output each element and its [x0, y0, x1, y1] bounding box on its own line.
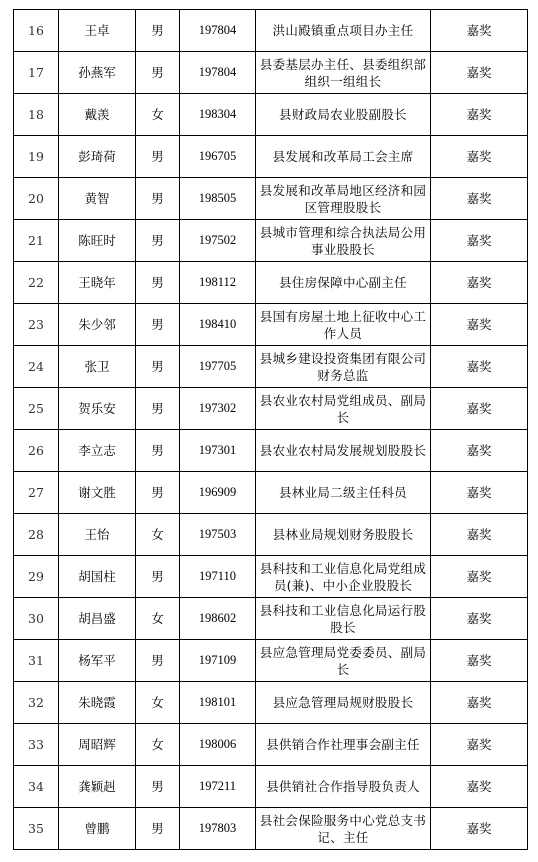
award-cell: 嘉奖: [431, 220, 528, 262]
person-name: 张卫: [59, 346, 136, 388]
gender-cell: 男: [136, 556, 180, 598]
row-number: 24: [14, 346, 59, 388]
row-number: 27: [14, 472, 59, 514]
position-cell: 县城乡建设投资集团有限公司财务总监: [256, 346, 431, 388]
row-number: 21: [14, 220, 59, 262]
row-number: 20: [14, 178, 59, 220]
table-body: [14, 10, 528, 850]
person-name: 王怡: [59, 514, 136, 556]
person-name: 彭琦荷: [59, 136, 136, 178]
award-cell: 嘉奖: [431, 178, 528, 220]
position-cell: 县城市管理和综合执法局公用事业股股长: [256, 220, 431, 262]
award-cell: 嘉奖: [431, 262, 528, 304]
table-row: [14, 220, 528, 262]
table-row: [14, 598, 528, 640]
birth-date-cell: 197211: [180, 766, 256, 808]
row-number: 34: [14, 766, 59, 808]
row-number: 31: [14, 640, 59, 682]
row-number: 28: [14, 514, 59, 556]
award-cell: 嘉奖: [431, 388, 528, 430]
birth-date-cell: 196909: [180, 472, 256, 514]
gender-cell: 男: [136, 178, 180, 220]
row-number: 35: [14, 808, 59, 850]
gender-cell: 男: [136, 10, 180, 52]
position-cell: 县农业农村局发展规划股股长: [256, 430, 431, 472]
table-row: [14, 724, 528, 766]
gender-cell: 男: [136, 430, 180, 472]
table-row: [14, 178, 528, 220]
position-cell: 县供销社合作指导股负责人: [256, 766, 431, 808]
award-cell: 嘉奖: [431, 52, 528, 94]
birth-date-cell: 197804: [180, 10, 256, 52]
person-name: 王晓年: [59, 262, 136, 304]
position-cell: 县社会保险服务中心党总支书记、主任: [256, 808, 431, 850]
table-row: [14, 304, 528, 346]
row-number: 25: [14, 388, 59, 430]
position-cell: 县委基层办主任、县委组织部组织一组组长: [256, 52, 431, 94]
row-number: 23: [14, 304, 59, 346]
person-name: 曾鹏: [59, 808, 136, 850]
person-name: 朱晓霞: [59, 682, 136, 724]
birth-date-cell: 197110: [180, 556, 256, 598]
person-name: 戴羡: [59, 94, 136, 136]
person-name: 李立志: [59, 430, 136, 472]
table-row: [14, 640, 528, 682]
birth-date-cell: 198410: [180, 304, 256, 346]
row-number: 29: [14, 556, 59, 598]
table-row: [14, 514, 528, 556]
award-cell: 嘉奖: [431, 556, 528, 598]
position-cell: 县住房保障中心副主任: [256, 262, 431, 304]
person-name: 周昭辉: [59, 724, 136, 766]
gender-cell: 男: [136, 52, 180, 94]
person-name: 黄智: [59, 178, 136, 220]
birth-date-cell: 196705: [180, 136, 256, 178]
birth-date-cell: 197803: [180, 808, 256, 850]
person-name: 龚颖赳: [59, 766, 136, 808]
award-cell: 嘉奖: [431, 472, 528, 514]
person-name: 胡国柱: [59, 556, 136, 598]
table-row: [14, 388, 528, 430]
position-cell: 洪山殿镇重点项目办主任: [256, 10, 431, 52]
person-name: 陈旺时: [59, 220, 136, 262]
row-number: 26: [14, 430, 59, 472]
table-row: [14, 472, 528, 514]
award-cell: 嘉奖: [431, 346, 528, 388]
position-cell: 县国有房屋土地上征收中心工作人员: [256, 304, 431, 346]
gender-cell: 男: [136, 808, 180, 850]
award-list-table: [13, 9, 528, 850]
row-number: 32: [14, 682, 59, 724]
birth-date-cell: 198304: [180, 94, 256, 136]
birth-date-cell: 197804: [180, 52, 256, 94]
position-cell: 县发展和改革局工会主席: [256, 136, 431, 178]
position-cell: 县林业局二级主任科员: [256, 472, 431, 514]
person-name: 王卓: [59, 10, 136, 52]
table-row: [14, 346, 528, 388]
position-cell: 县科技和工业信息化局党组成员(兼)、中小企业股股长: [256, 556, 431, 598]
table-row: [14, 556, 528, 598]
person-name: 胡昌盛: [59, 598, 136, 640]
gender-cell: 男: [136, 640, 180, 682]
position-cell: 县供销合作社理事会副主任: [256, 724, 431, 766]
gender-cell: 女: [136, 94, 180, 136]
gender-cell: 男: [136, 136, 180, 178]
award-cell: 嘉奖: [431, 514, 528, 556]
birth-date-cell: 198505: [180, 178, 256, 220]
gender-cell: 女: [136, 724, 180, 766]
gender-cell: 男: [136, 220, 180, 262]
person-name: 谢文胜: [59, 472, 136, 514]
row-number: 18: [14, 94, 59, 136]
gender-cell: 女: [136, 598, 180, 640]
table-row: [14, 52, 528, 94]
birth-date-cell: 197502: [180, 220, 256, 262]
person-name: 贺乐安: [59, 388, 136, 430]
birth-date-cell: 197503: [180, 514, 256, 556]
award-cell: 嘉奖: [431, 136, 528, 178]
table-row: [14, 94, 528, 136]
gender-cell: 女: [136, 514, 180, 556]
award-cell: 嘉奖: [431, 766, 528, 808]
birth-date-cell: 198006: [180, 724, 256, 766]
position-cell: 县应急管理局党委委员、副局长: [256, 640, 431, 682]
table-row: [14, 10, 528, 52]
table-row: [14, 808, 528, 850]
row-number: 19: [14, 136, 59, 178]
position-cell: 县科技和工业信息化局运行股股长: [256, 598, 431, 640]
table-row: [14, 766, 528, 808]
row-number: 16: [14, 10, 59, 52]
gender-cell: 男: [136, 766, 180, 808]
award-cell: 嘉奖: [431, 640, 528, 682]
row-number: 33: [14, 724, 59, 766]
person-name: 杨军平: [59, 640, 136, 682]
award-cell: 嘉奖: [431, 598, 528, 640]
position-cell: 县农业农村局党组成员、副局长: [256, 388, 431, 430]
gender-cell: 男: [136, 304, 180, 346]
award-cell: 嘉奖: [431, 10, 528, 52]
award-cell: 嘉奖: [431, 304, 528, 346]
award-cell: 嘉奖: [431, 724, 528, 766]
table-row: [14, 136, 528, 178]
award-cell: 嘉奖: [431, 94, 528, 136]
birth-date-cell: 197301: [180, 430, 256, 472]
award-cell: 嘉奖: [431, 808, 528, 850]
position-cell: 县财政局农业股副股长: [256, 94, 431, 136]
position-cell: 县发展和改革局地区经济和园区管理股股长: [256, 178, 431, 220]
row-number: 22: [14, 262, 59, 304]
gender-cell: 男: [136, 472, 180, 514]
birth-date-cell: 197705: [180, 346, 256, 388]
person-name: 孙燕军: [59, 52, 136, 94]
gender-cell: 男: [136, 346, 180, 388]
table-row: [14, 262, 528, 304]
row-number: 17: [14, 52, 59, 94]
gender-cell: 男: [136, 388, 180, 430]
person-name: 朱少邻: [59, 304, 136, 346]
gender-cell: 女: [136, 682, 180, 724]
position-cell: 县林业局规划财务股股长: [256, 514, 431, 556]
birth-date-cell: 198602: [180, 598, 256, 640]
table-row: [14, 682, 528, 724]
birth-date-cell: 198101: [180, 682, 256, 724]
award-cell: 嘉奖: [431, 682, 528, 724]
birth-date-cell: 197302: [180, 388, 256, 430]
gender-cell: 男: [136, 262, 180, 304]
birth-date-cell: 198112: [180, 262, 256, 304]
table-row: [14, 430, 528, 472]
row-number: 30: [14, 598, 59, 640]
award-cell: 嘉奖: [431, 430, 528, 472]
position-cell: 县应急管理局规财股股长: [256, 682, 431, 724]
birth-date-cell: 197109: [180, 640, 256, 682]
